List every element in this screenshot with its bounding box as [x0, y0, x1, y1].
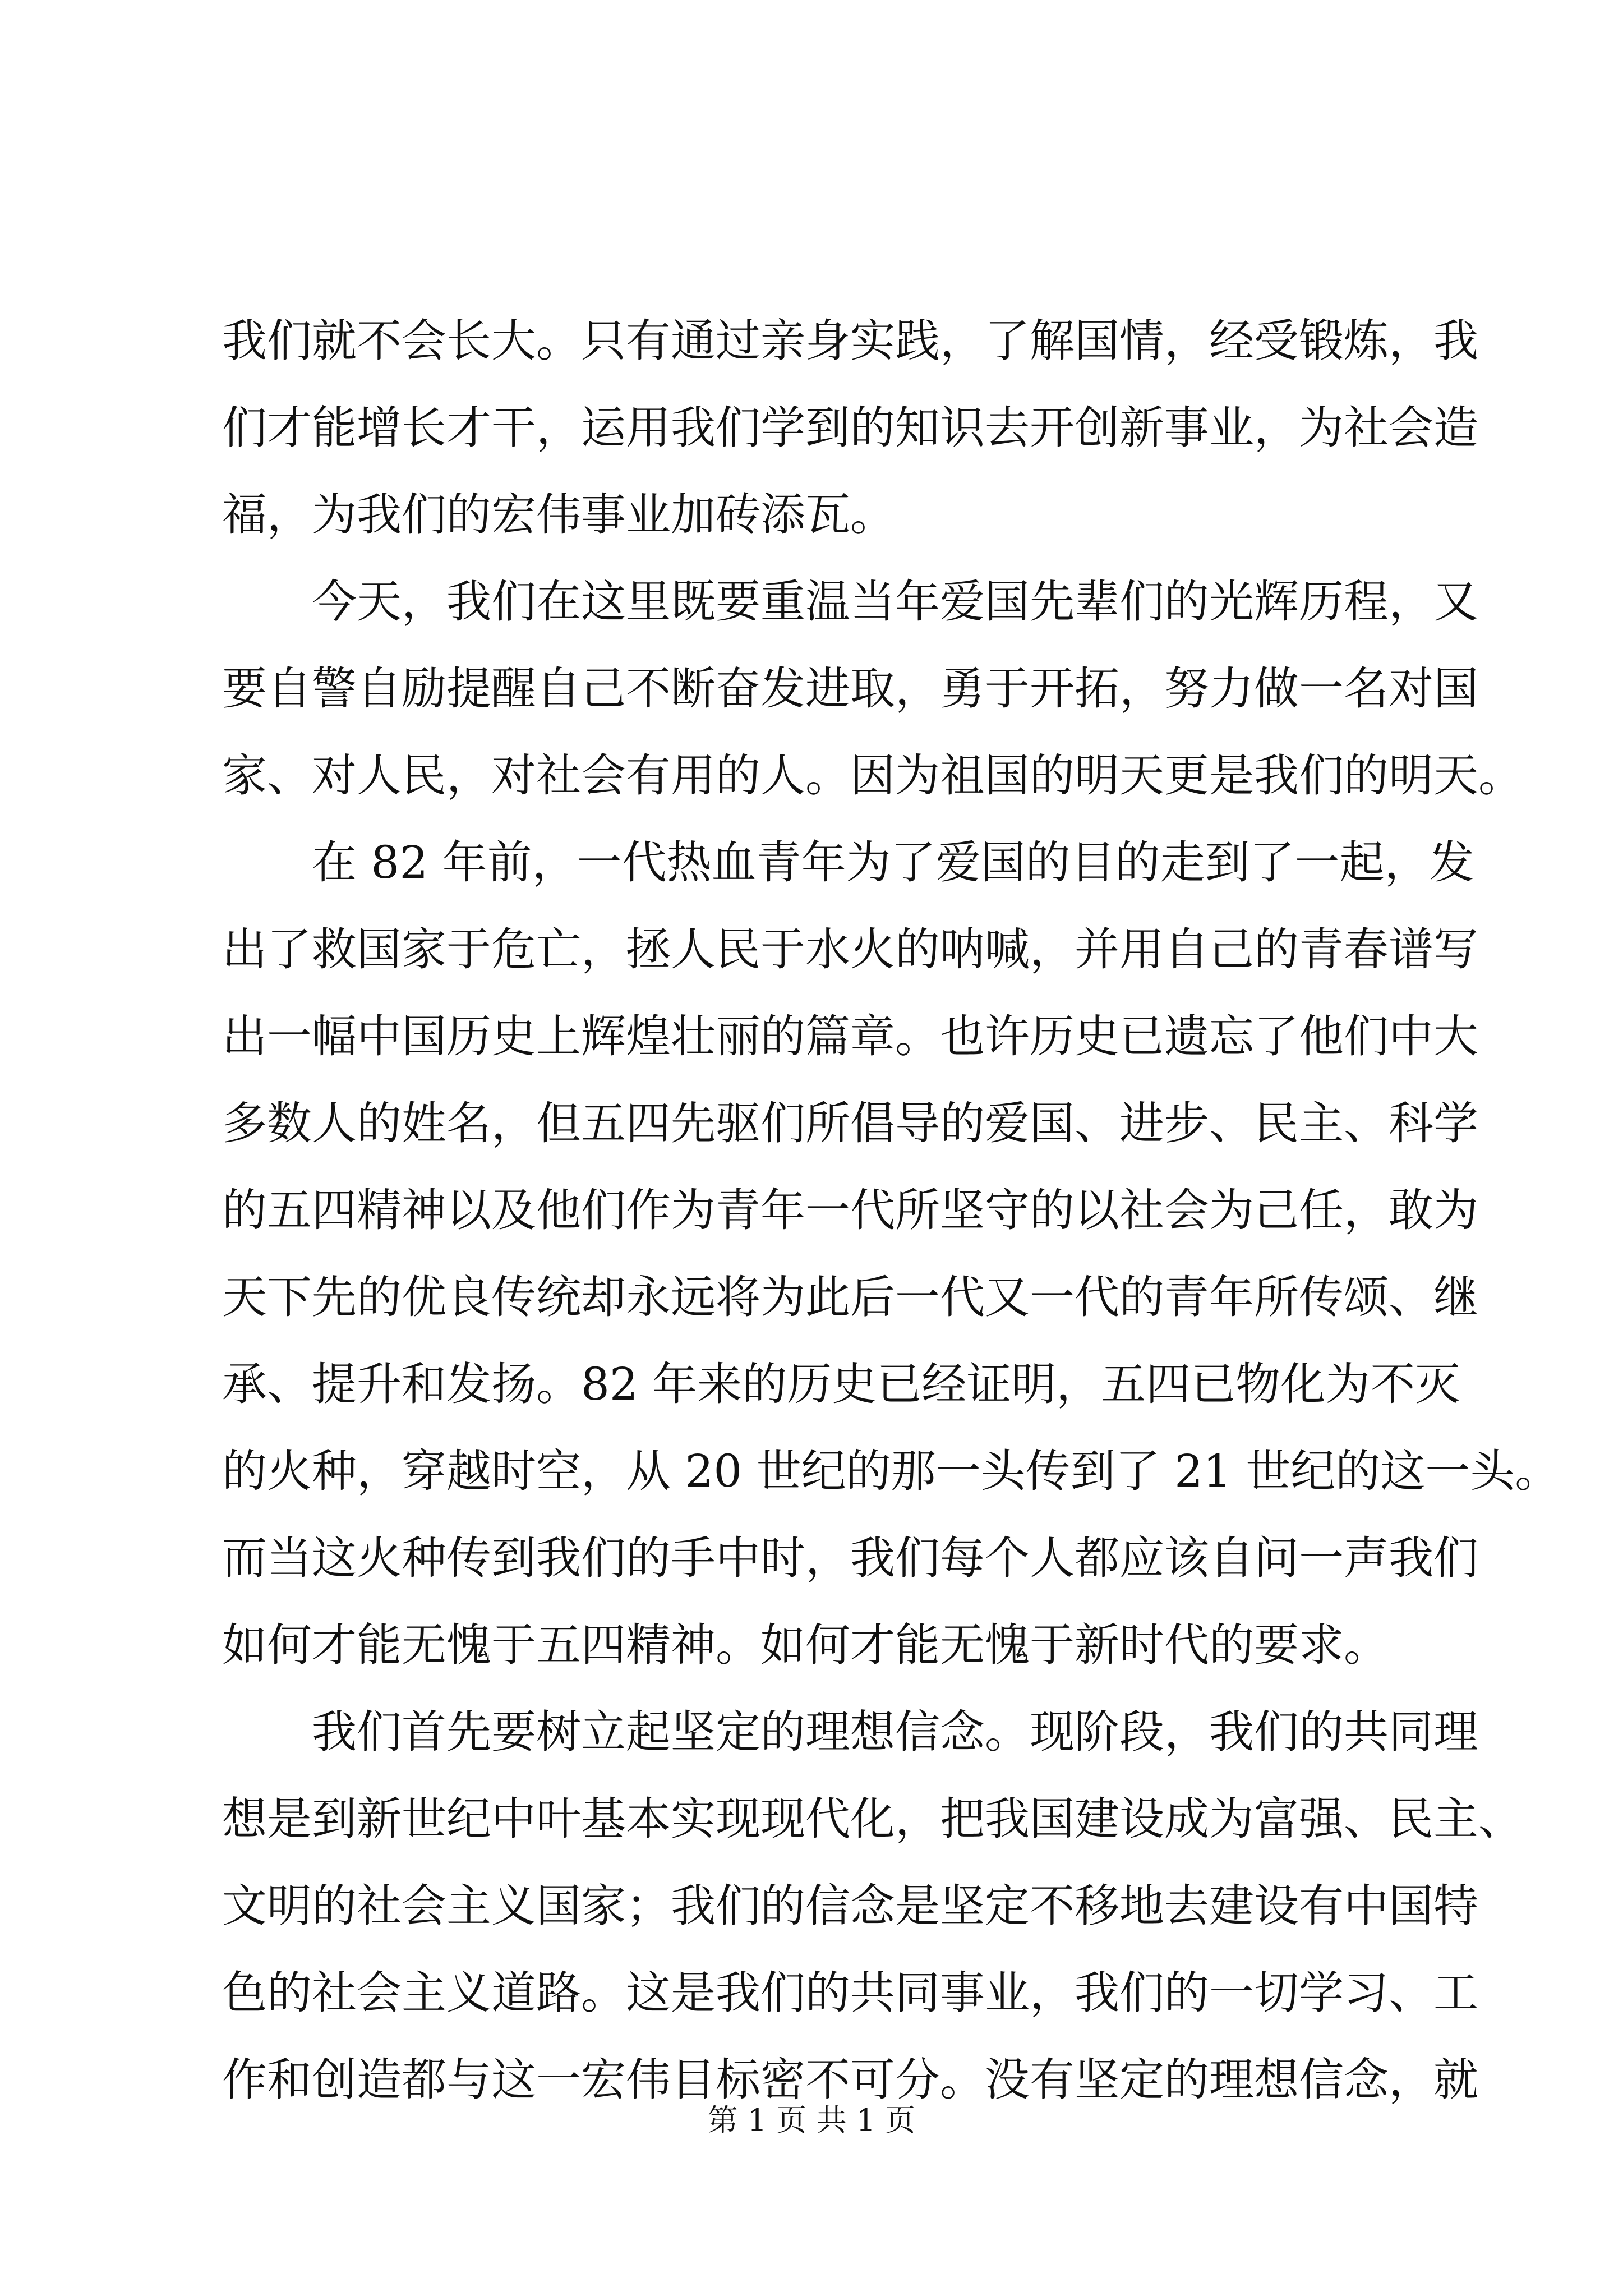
text-line: 们才能增长才干，运用我们学到的知识去开创新事业，为社会造: [222, 402, 1478, 454]
text-line: 家、对人民，对社会有用的人。因为祖国的明天更是我们的明天。: [222, 749, 1523, 802]
text-line: 想是到新世纪中叶基本实现现代化，把我国建设成为富强、民主、: [222, 1793, 1523, 1845]
text-line: 的五四精神以及他们作为青年一代所坚守的以社会为己任，敢为: [222, 1184, 1478, 1236]
text-line: 作和创造都与这一宏伟目标密不可分。没有坚定的理想信念，就: [222, 2054, 1478, 2106]
text-line: 色的社会主义道路。这是我们的共同事业，我们的一切学习、工: [222, 1967, 1478, 2019]
text-line: 承、提升和发扬。82 年来的历史已经证明，五四已物化为不灭: [222, 1358, 1460, 1410]
text-line: 要自警自励提醒自己不断奋发进取，勇于开拓，努力做一名对国: [222, 662, 1478, 715]
text-line: 多数人的姓名，但五四先驱们所倡导的爱国、进步、民主、科学: [222, 1097, 1478, 1149]
text-line: 文明的社会主义国家；我们的信念是坚定不移地去建设有中国特: [222, 1880, 1478, 1932]
text-line: 我们就不会长大。只有通过亲身实践，了解国情，经受锻炼，我: [222, 315, 1478, 367]
text-line: 出一幅中国历史上辉煌壮丽的篇章。也许历史已遗忘了他们中大: [222, 1010, 1478, 1062]
page-footer: 第 1 页 共 1 页: [707, 2102, 916, 2138]
text-line: 的火种，穿越时空，从 20 世纪的那一头传到了 21 世纪的这一头。: [222, 1445, 1560, 1497]
text-line: 我们首先要树立起坚定的理想信念。现阶段，我们的共同理: [312, 1706, 1478, 1758]
text-line: 今天，我们在这里既要重温当年爱国先辈们的光辉历程，又: [312, 576, 1478, 628]
document-body: [222, 297, 1560, 2123]
text-line: 如何才能无愧于五四精神。如何才能无愧于新时代的要求。: [222, 1619, 1389, 1671]
text-line: 在 82 年前，一代热血青年为了爱国的目的走到了一起，发: [312, 836, 1474, 889]
text-line: 天下先的优良传统却永远将为此后一代又一代的青年所传颂、继: [222, 1271, 1478, 1323]
text-line: 出了救国家于危亡，拯人民于水火的呐喊，并用自己的青春谱写: [222, 923, 1478, 976]
text-line: 福，为我们的宏伟事业加砖添瓦。: [222, 489, 895, 541]
text-line: 而当这火种传到我们的手中时，我们每个人都应该自问一声我们: [222, 1532, 1478, 1584]
